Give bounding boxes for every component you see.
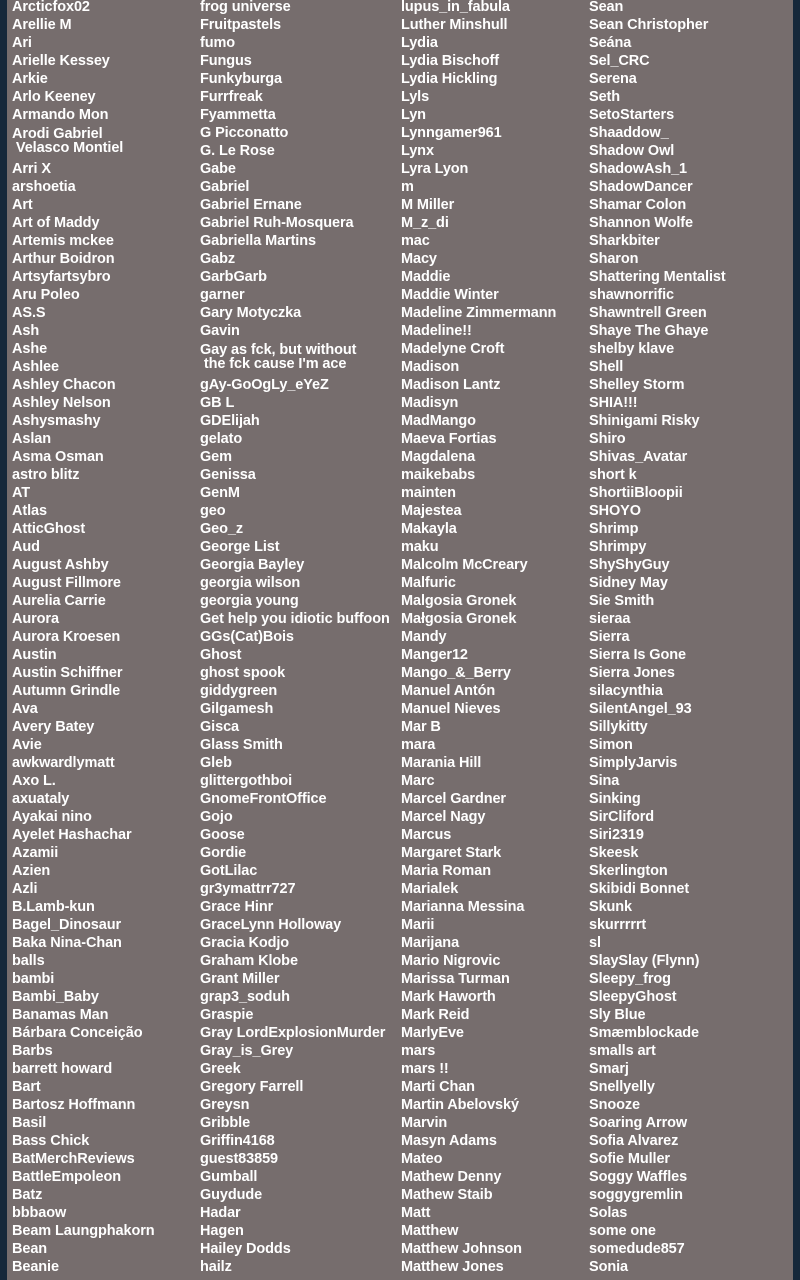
credit-name: Madelyne Croft <box>401 341 505 357</box>
credit-name: Austin Schiffner <box>12 665 123 681</box>
credit-name: Madison <box>401 359 460 375</box>
credit-name: maku <box>401 539 439 555</box>
credit-name: garner <box>200 287 245 303</box>
credit-name: Marcus <box>401 827 452 843</box>
credit-name: Magdalena <box>401 449 476 465</box>
credit-name: Makayla <box>401 521 457 537</box>
credit-name: Austin <box>12 647 57 663</box>
credit-name: BatMerchReviews <box>12 1151 135 1167</box>
credit-name: SirCliford <box>589 809 655 825</box>
credit-name: Skerlington <box>589 863 668 879</box>
credit-name: Shivas_Avatar <box>589 449 688 465</box>
credit-name: Manuel Antón <box>401 683 496 699</box>
credit-name: grap3_soduh <box>200 989 290 1005</box>
credit-name: Fyammetta <box>200 107 276 123</box>
credit-name: Maeva Fortias <box>401 431 497 447</box>
credit-name: Ayelet Hashachar <box>12 827 132 843</box>
credit-name: Arcticfox02 <box>12 0 90 15</box>
credit-name: Solas <box>589 1205 628 1221</box>
credit-name: Maria Roman <box>401 863 491 879</box>
credit-name: Aslan <box>12 431 51 447</box>
credit-name: Gray_is_Grey <box>200 1043 294 1059</box>
credit-name: Lynx <box>401 143 434 159</box>
credit-name: Malgosia Gronek <box>401 593 517 609</box>
credit-name: Avie <box>12 737 42 753</box>
credit-name: bbbaow <box>12 1205 67 1221</box>
credit-name: Sofia Alvarez <box>589 1133 679 1149</box>
credit-name: mars <box>401 1043 436 1059</box>
credit-name: Shell <box>589 359 624 375</box>
credit-name: George List <box>200 539 280 555</box>
credit-name: Małgosia Gronek <box>401 611 517 627</box>
credit-name: Arellie M <box>12 17 72 33</box>
credit-name: Aru Poleo <box>12 287 80 303</box>
credit-name: lupus_in_fabula <box>401 0 510 15</box>
credit-name: Shannon Wolfe <box>589 215 693 231</box>
credit-name: Shaaddow_ <box>589 125 669 141</box>
credit-name: Manger12 <box>401 647 468 663</box>
credit-name: Soaring Arrow <box>589 1115 688 1131</box>
credit-name: Sidney May <box>589 575 668 591</box>
credit-name: August Ashby <box>12 557 109 573</box>
credit-name: Azli <box>12 881 38 897</box>
credit-name: Sierra <box>589 629 630 645</box>
credit-name: Bartosz Hoffmann <box>12 1097 136 1113</box>
credit-name: Fungus <box>200 53 252 69</box>
credit-name: Batz <box>12 1187 43 1203</box>
credit-name: Atlas <box>12 503 47 519</box>
credit-name: Marialek <box>401 881 459 897</box>
credit-name: Matthew Jones <box>401 1259 504 1275</box>
credit-name: Ashysmashy <box>12 413 101 429</box>
credit-name: Gary Motyczka <box>200 305 302 321</box>
credit-name: Fruitpastels <box>200 17 281 33</box>
credit-name: MadMango <box>401 413 476 429</box>
credit-name: Snellyelly <box>589 1079 655 1095</box>
credit-name: GenM <box>200 485 240 501</box>
credit-name: Hadar <box>200 1205 241 1221</box>
credit-name: astro blitz <box>12 467 80 483</box>
credit-name: Greysn <box>200 1097 250 1113</box>
credit-name: smalls art <box>589 1043 656 1059</box>
credit-name: Shinigami Risky <box>589 413 700 429</box>
credit-name: Asma Osman <box>12 449 104 465</box>
credit-name: Barbs <box>12 1043 53 1059</box>
credit-name: Banamas Man <box>12 1007 109 1023</box>
credit-name: Arthur Boidron <box>12 251 115 267</box>
credits-panel <box>7 0 793 1280</box>
credit-name: M_z_di <box>401 215 449 231</box>
credit-name: SlaySlay (Flynn) <box>589 953 700 969</box>
credit-name: Aurelia Carrie <box>12 593 106 609</box>
credit-name: Sie Smith <box>589 593 655 609</box>
credit-name: hailz <box>200 1259 232 1275</box>
credit-name: Geo_z <box>200 521 244 537</box>
credit-name: Sierra Jones <box>589 665 675 681</box>
credit-name: Hagen <box>200 1223 244 1239</box>
credit-name: gr3ymattrr727 <box>200 881 296 897</box>
credit-name: Sean Christopher <box>589 17 709 33</box>
credit-name: Snooze <box>589 1097 640 1113</box>
credit-name: Sinking <box>589 791 641 807</box>
credit-name: Madisyn <box>401 395 459 411</box>
credit-name: awkwardlymatt <box>12 755 115 771</box>
credit-name: SleepyGhost <box>589 989 677 1005</box>
credit-name: Gabriel <box>200 179 250 195</box>
credit-name: Shattering Mentalist <box>589 269 726 285</box>
credit-name: Beanie <box>12 1259 59 1275</box>
credit-name: Bambi_Baby <box>12 989 99 1005</box>
credit-name: Lydia <box>401 35 438 51</box>
credit-name: Ashlee <box>12 359 59 375</box>
credit-name: M Miller <box>401 197 455 213</box>
credit-name: Genissa <box>200 467 256 483</box>
credit-name: Gordie <box>200 845 247 861</box>
credit-name: barrett howard <box>12 1061 113 1077</box>
credit-name: Ghost <box>200 647 242 663</box>
credit-name: Gabriel Ruh-Mosquera <box>200 215 354 231</box>
credit-name: Mandy <box>401 629 447 645</box>
credit-name: GnomeFrontOffice <box>200 791 327 807</box>
credit-name: Furrfreak <box>200 89 263 105</box>
credit-name: Sharon <box>589 251 639 267</box>
credit-name: m <box>401 179 414 195</box>
credit-name: Shadow Owl <box>589 143 675 159</box>
credit-name: GB L <box>200 395 235 411</box>
credit-name: Baka Nina-Chan <box>12 935 122 951</box>
credit-name: Marvin <box>401 1115 448 1131</box>
credit-name: Avery Batey <box>12 719 95 735</box>
credit-name: Gracia Kodjo <box>200 935 290 951</box>
credit-name: Mark Haworth <box>401 989 496 1005</box>
credit-name: Arlo Keeney <box>12 89 96 105</box>
credits-column-4 <box>589 0 789 1277</box>
credit-name: Sina <box>589 773 620 789</box>
credit-name: August Fillmore <box>12 575 121 591</box>
credit-name: Grant Miller <box>200 971 280 987</box>
credit-name: georgia wilson <box>200 575 301 591</box>
credit-name: Griffin4168 <box>200 1133 275 1149</box>
credit-name: GarbGarb <box>200 269 267 285</box>
credit-name: Gilgamesh <box>200 701 274 717</box>
credit-name: Ashe <box>12 341 48 357</box>
credit-name: Ayakai nino <box>12 809 92 825</box>
credit-name: GGs(Cat)Bois <box>200 629 294 645</box>
credit-name: Get help you idiotic buffoon <box>200 611 390 627</box>
credit-name: G Picconatto <box>200 125 289 141</box>
credit-name: Lynngamer961 <box>401 125 502 141</box>
credit-name: Shrimp <box>589 521 639 537</box>
credit-name: Smarj <box>589 1061 629 1077</box>
credit-name: Sharkbiter <box>589 233 660 249</box>
credit-name: Gabriel Ernane <box>200 197 302 213</box>
credit-name: ShortiiBloopii <box>589 485 683 501</box>
credit-name: SimplyJarvis <box>589 755 678 771</box>
credit-name: Ash <box>12 323 40 339</box>
credit-name: Georgia Bayley <box>200 557 305 573</box>
credit-name: Majestea <box>401 503 462 519</box>
credit-name: axuataly <box>12 791 70 807</box>
credit-name: Gleb <box>200 755 232 771</box>
credit-name: Gray LordExplosionMurder <box>200 1025 386 1041</box>
credit-name: Bárbara Conceição <box>12 1025 143 1041</box>
credit-name: Azien <box>12 863 51 879</box>
credit-name: Bass Chick <box>12 1133 90 1149</box>
credit-name: Graham Klobe <box>200 953 298 969</box>
credit-name: frog universe <box>200 0 291 15</box>
credit-name: Bean <box>12 1241 48 1257</box>
credit-name: geo <box>200 503 226 519</box>
credit-name: ghost spook <box>200 665 286 681</box>
credit-name: mac <box>401 233 430 249</box>
credit-name: Mark Reid <box>401 1007 470 1023</box>
credit-name: Sel_CRC <box>589 53 650 69</box>
credit-name: Mar B <box>401 719 441 735</box>
credit-name: Skibidi Bonnet <box>589 881 690 897</box>
credit-name: BattleEmpoleon <box>12 1169 121 1185</box>
credit-name: Lydia Bischoff <box>401 53 499 69</box>
credit-name: Artsyfartsybro <box>12 269 111 285</box>
credit-name: shelby klave <box>589 341 675 357</box>
credit-name: Lyn <box>401 107 426 123</box>
credit-name: Armando Mon <box>12 107 109 123</box>
credit-name: Arkie <box>12 71 48 87</box>
credit-name: Seána <box>589 35 632 51</box>
credit-name: Shamar Colon <box>589 197 687 213</box>
credit-name: Masyn Adams <box>401 1133 497 1149</box>
credit-name: GDElijah <box>200 413 260 429</box>
credit-name: balls <box>12 953 45 969</box>
credit-name: Seth <box>589 89 621 105</box>
credit-name: Macy <box>401 251 437 267</box>
credit-name: GotLilac <box>200 863 258 879</box>
credit-name: Grace Hinr <box>200 899 274 915</box>
credit-name: Gregory Farrell <box>200 1079 304 1095</box>
credit-name: GraceLynn Holloway <box>200 917 342 933</box>
credit-name: Sly Blue <box>589 1007 646 1023</box>
credit-name: maikebabs <box>401 467 476 483</box>
credit-name: Sofie Muller <box>589 1151 670 1167</box>
credit-name: Arri X <box>12 161 51 177</box>
credit-name: SHIA!!! <box>589 395 638 411</box>
credit-name: Guydude <box>200 1187 263 1203</box>
credit-name: Gabe <box>200 161 236 177</box>
credit-name: Shawntrell Green <box>589 305 707 321</box>
credit-name: Gavin <box>200 323 240 339</box>
credit-name: Gumball <box>200 1169 258 1185</box>
credit-name: Mario Nigrovic <box>401 953 501 969</box>
credit-name: G. Le Rose <box>200 143 275 159</box>
credit-name: Marii <box>401 917 435 933</box>
credit-name: Aud <box>12 539 40 555</box>
credit-name: Shrimpy <box>589 539 647 555</box>
credit-name: glittergothboi <box>200 773 293 789</box>
credit-name: AS.S <box>12 305 46 321</box>
credit-name: Shiro <box>589 431 626 447</box>
credit-name: Mango_&_Berry <box>401 665 511 681</box>
credits-column-3 <box>401 0 586 1277</box>
credit-name: AtticGhost <box>12 521 86 537</box>
credit-name: Goose <box>200 827 245 843</box>
credit-name: Ashley Nelson <box>12 395 111 411</box>
credit-name: Sleepy_frog <box>589 971 671 987</box>
credit-name: Autumn Grindle <box>12 683 121 699</box>
credit-name: some one <box>589 1223 656 1239</box>
credit-name: Matt <box>401 1205 431 1221</box>
credit-name: Madison Lantz <box>401 377 501 393</box>
credit-name: Matthew Johnson <box>401 1241 522 1257</box>
credit-name: sieraa <box>589 611 631 627</box>
credit-name: Glass Smith <box>200 737 283 753</box>
credit-name: Sillykitty <box>589 719 648 735</box>
credit-name: Marissa Turman <box>401 971 510 987</box>
credit-name: Skunk <box>589 899 633 915</box>
credit-name: Aurora <box>12 611 59 627</box>
credit-name: Artemis mckee <box>12 233 114 249</box>
credit-name: Basil <box>12 1115 47 1131</box>
credit-name: ShadowDancer <box>589 179 693 195</box>
credit-name: Axo L. <box>12 773 56 789</box>
credit-name: Margaret Stark <box>401 845 502 861</box>
credit-name: Gisca <box>200 719 239 735</box>
credit-name: Luther Minshull <box>401 17 508 33</box>
credit-name: Smæmblockade <box>589 1025 700 1041</box>
credit-name: arshoetia <box>12 179 76 195</box>
credit-name: Azamii <box>12 845 59 861</box>
credit-name: AT <box>12 485 31 501</box>
credit-name: mars !! <box>401 1061 449 1077</box>
credit-name: Marcel Nagy <box>401 809 486 825</box>
credit-name: georgia young <box>200 593 299 609</box>
credit-name: giddygreen <box>200 683 278 699</box>
credit-name: Ava <box>12 701 38 717</box>
credit-name: Mathew Denny <box>401 1169 502 1185</box>
credit-name: SetoStarters <box>589 107 675 123</box>
credit-name: Ashley Chacon <box>12 377 116 393</box>
credit-name: Gay as fck, but without the fck cause I'm ace <box>200 342 357 372</box>
credit-name: Malcolm McCreary <box>401 557 528 573</box>
credit-name: gelato <box>200 431 243 447</box>
credit-name: MarlyEve <box>401 1025 464 1041</box>
credit-name: Marc <box>401 773 435 789</box>
credit-name: Hailey Dodds <box>200 1241 291 1257</box>
credit-name: Gribble <box>200 1115 251 1131</box>
credit-name: short k <box>589 467 637 483</box>
credit-name: skurrrrrt <box>589 917 647 933</box>
credit-name: Manuel Nieves <box>401 701 501 717</box>
credit-name: Arielle Kessey <box>12 53 110 69</box>
credit-name: ShadowAsh_1 <box>589 161 688 177</box>
credit-name: shawnorrific <box>589 287 675 303</box>
credit-name: Lyra Lyon <box>401 161 469 177</box>
credit-name: Gabz <box>200 251 236 267</box>
credit-name: silacynthia <box>589 683 663 699</box>
credit-name: Art of Maddy <box>12 215 100 231</box>
credit-name: Marianna Messina <box>401 899 525 915</box>
credit-name: Aurora Kroesen <box>12 629 121 645</box>
credit-name: Arodi Gabriel Velasco Montiel <box>12 126 124 156</box>
credit-name: Soggy Waffles <box>589 1169 688 1185</box>
credit-name: soggygremlin <box>589 1187 683 1203</box>
credit-name: Mathew Staib <box>401 1187 493 1203</box>
credit-name: Serena <box>589 71 637 87</box>
credit-name: B.Lamb-kun <box>12 899 95 915</box>
credit-name: mainten <box>401 485 456 501</box>
credit-name: fumo <box>200 35 236 51</box>
credit-name: Maddie <box>401 269 451 285</box>
credit-name: SilentAngel_93 <box>589 701 692 717</box>
credit-name: SHOYO <box>589 503 641 519</box>
credit-name: Bart <box>12 1079 41 1095</box>
credit-name: guest83859 <box>200 1151 278 1167</box>
credit-name: Funkyburga <box>200 71 282 87</box>
credit-name: Gabriella Martins <box>200 233 316 249</box>
credit-name: Madeline Zimmermann <box>401 305 557 321</box>
credit-name: Graspie <box>200 1007 254 1023</box>
credits-column-2 <box>200 0 400 1277</box>
credit-name: Marijana <box>401 935 460 951</box>
credit-name: Madeline!! <box>401 323 472 339</box>
credit-name: Greek <box>200 1061 241 1077</box>
credit-name: Maddie Winter <box>401 287 499 303</box>
credit-name: Lydia Hickling <box>401 71 498 87</box>
credit-name: Lyls <box>401 89 430 105</box>
credits-column-1 <box>12 0 197 1277</box>
credit-name: Marcel Gardner <box>401 791 506 807</box>
credit-name: Skeesk <box>589 845 639 861</box>
credit-name: gAy-GoOgLy_eYeZ <box>200 377 329 393</box>
credit-name: Ari <box>12 35 32 51</box>
credit-name: bambi <box>12 971 55 987</box>
credit-name: mara <box>401 737 436 753</box>
credit-name: Malfuric <box>401 575 456 591</box>
credit-name: Bagel_Dinosaur <box>12 917 121 933</box>
credit-name: Sierra Is Gone <box>589 647 686 663</box>
credit-name: Marti Chan <box>401 1079 475 1095</box>
credit-name: Simon <box>589 737 633 753</box>
credit-name: ShyShyGuy <box>589 557 670 573</box>
credit-name: sl <box>589 935 601 951</box>
credit-name: Mateo <box>401 1151 443 1167</box>
credit-name: Shelley Storm <box>589 377 685 393</box>
credit-name: Siri2319 <box>589 827 644 843</box>
credit-name: Gem <box>200 449 232 465</box>
credit-name: Marania Hill <box>401 755 482 771</box>
credit-name: Art <box>12 197 33 213</box>
credit-name: Sonia <box>589 1259 628 1275</box>
credit-name: Gojo <box>200 809 233 825</box>
credit-name: somedude857 <box>589 1241 685 1257</box>
credit-name: Martin Abelovský <box>401 1097 519 1113</box>
credit-name: Matthew <box>401 1223 459 1239</box>
credit-name: Beam Laungphakorn <box>12 1223 155 1239</box>
credit-name: Shaye The Ghaye <box>589 323 709 339</box>
credit-name: Sean <box>589 0 624 15</box>
